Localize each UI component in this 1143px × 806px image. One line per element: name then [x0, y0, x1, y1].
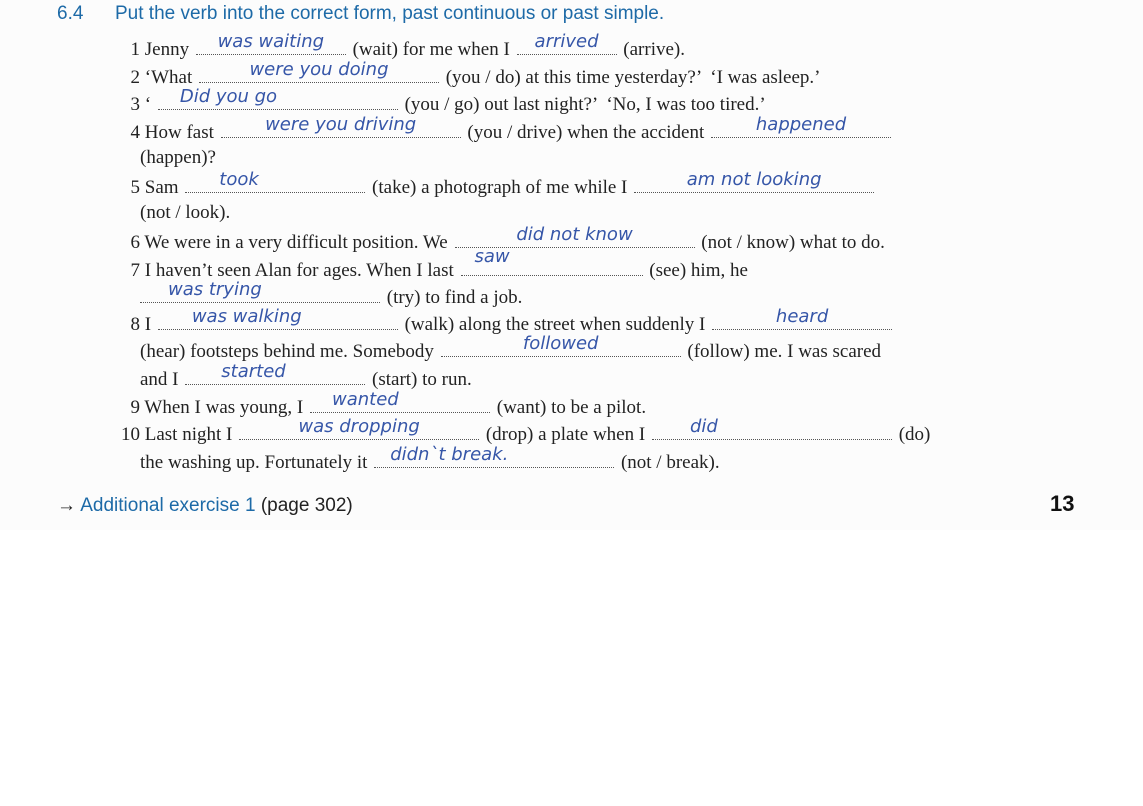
item-number: 7: [130, 260, 140, 281]
handwritten-answer: didn`t break.: [390, 444, 509, 465]
item-text: How fast: [144, 122, 214, 143]
handwritten-answer: was trying: [168, 279, 262, 300]
handwritten-answer: were you driving: [265, 114, 417, 135]
handwritten-answer: happened: [755, 114, 847, 135]
item-text: (walk) along the street when suddenly I: [404, 314, 706, 335]
answer-blank[interactable]: [374, 444, 614, 468]
handwritten-answer: arrived: [534, 31, 599, 52]
item-text: We were in a very difficult position. We: [144, 232, 448, 253]
exercise-instruction: Put the verb into the correct form, past continuous or past simple.: [115, 3, 665, 24]
item-text: (you / go) out last night?’ ‘No, I was too tired.’: [404, 94, 766, 115]
handwritten-answer: am not looking: [686, 169, 822, 190]
page-reference: (page 302): [260, 495, 353, 516]
answer-blank[interactable]: [158, 306, 398, 330]
handwritten-answer: heard: [775, 306, 829, 327]
item-text: (try) to find a job.: [386, 287, 523, 308]
item-text: (follow) me. I was scared: [687, 341, 882, 362]
handwritten-answer: started: [221, 361, 286, 382]
item-text: and I: [140, 369, 179, 390]
answer-blank[interactable]: [634, 169, 874, 193]
answer-blank[interactable]: [711, 114, 891, 138]
answer-blank[interactable]: [185, 169, 365, 193]
answer-blank[interactable]: [239, 416, 479, 440]
answer-blank[interactable]: [185, 361, 365, 385]
answer-blank[interactable]: [140, 279, 380, 303]
item-text: (not / look).: [140, 202, 231, 223]
handwritten-answer: did not know: [516, 224, 633, 245]
item-number: 4: [130, 122, 140, 143]
handwritten-answer: took: [219, 169, 259, 190]
handwritten-answer: was waiting: [217, 31, 325, 52]
item-text: (arrive).: [623, 39, 686, 60]
answer-blank[interactable]: [441, 333, 681, 357]
item-text: Last night I: [144, 424, 233, 445]
exercise-item-5: [107, 169, 876, 201]
item-text: (take) a photograph of me while I: [372, 177, 628, 198]
answer-blank[interactable]: [652, 416, 892, 440]
item-number: 10: [121, 424, 140, 445]
additional-exercise-link[interactable]: Additional exercise 1: [80, 495, 256, 516]
handwritten-answer: saw: [474, 246, 510, 267]
item-text: (wait) for me when I: [352, 39, 510, 60]
item-text: (happen)?: [140, 147, 216, 168]
item-text: the washing up. Fortunately it: [140, 452, 368, 473]
handwritten-answer: was walking: [191, 306, 302, 327]
page-number: 13: [1050, 491, 1075, 516]
answer-blank[interactable]: [517, 31, 617, 55]
item-number: 8: [130, 314, 140, 335]
answer-blank[interactable]: [196, 31, 346, 55]
item-text: I: [144, 314, 152, 335]
item-number: 3: [130, 94, 140, 115]
item-text: ‘: [144, 94, 152, 115]
item-text: (start) to run.: [372, 369, 472, 390]
item-text: (you / do) at this time yesterday?’ ‘I was asleep.’: [445, 67, 821, 88]
exercise-number: 6.4: [57, 3, 84, 24]
answer-blank[interactable]: [310, 389, 490, 413]
exercise-item-5-cont: [107, 202, 230, 229]
item-text: Jenny: [144, 39, 190, 60]
exercise-item-4: [107, 114, 893, 146]
item-text: When I was young, I: [144, 397, 304, 418]
exercise-item-10-cont: [107, 444, 720, 476]
item-text: (see) him, he: [649, 260, 748, 281]
item-number: 6: [130, 232, 140, 253]
answer-blank[interactable]: [158, 86, 398, 110]
item-number: 9: [130, 397, 140, 418]
item-text: (you / drive) when the accident: [467, 122, 705, 143]
additional-exercise-reference: [57, 495, 353, 517]
exercise-heading: [57, 3, 664, 25]
item-number: 5: [130, 177, 140, 198]
item-text: Sam: [144, 177, 179, 198]
item-text: (not / know) what to do.: [701, 232, 885, 253]
item-text: I haven’t seen Alan for ages. When I last: [144, 260, 454, 281]
handwritten-answer: were you doing: [249, 59, 389, 80]
item-text: (hear) footsteps behind me. Somebody: [140, 341, 434, 362]
arrow-right-icon: →: [57, 495, 76, 516]
answer-blank[interactable]: [199, 59, 439, 83]
answer-blank[interactable]: [221, 114, 461, 138]
item-number: 1: [130, 39, 140, 60]
handwritten-answer: Did you go: [179, 86, 278, 107]
item-text: (want) to be a pilot.: [496, 397, 647, 418]
item-text: (do): [898, 424, 931, 445]
item-text: ‘What: [144, 67, 193, 88]
answer-blank[interactable]: [461, 246, 643, 276]
item-number: 2: [130, 67, 140, 88]
handwritten-answer: did: [689, 416, 718, 437]
handwritten-answer: was dropping: [298, 416, 420, 437]
item-text: (drop) a plate when I: [485, 424, 646, 445]
answer-blank[interactable]: [712, 306, 892, 330]
handwritten-answer: wanted: [332, 389, 399, 410]
item-text: (not / break).: [620, 452, 720, 473]
handwritten-answer: followed: [522, 333, 599, 354]
